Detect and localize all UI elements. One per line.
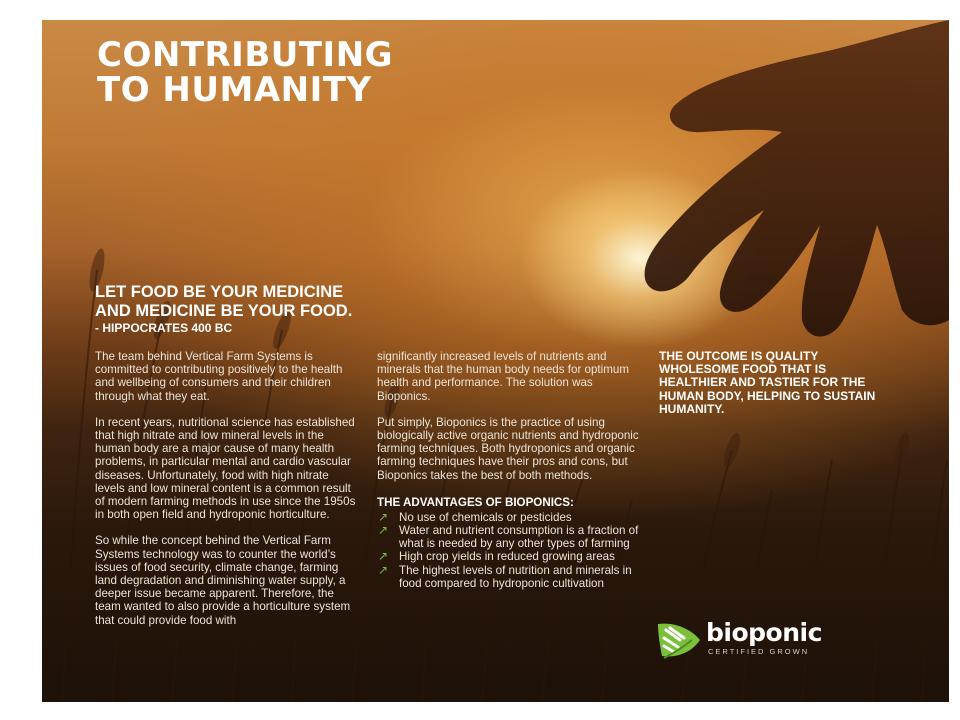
list-item (377, 550, 642, 563)
paragraph: The team behind Vertical Farm Systems is committed to contributing positively to the health and wellbeing of consumers and their children through what they eat. (95, 350, 343, 403)
quote-attribution: - HIPPOCRATES 400 BC (95, 321, 233, 335)
hippocrates-quote (95, 283, 352, 321)
bioponic-logo (656, 618, 846, 662)
paragraph: In recent years, nutritional science has established that high nitrate and low mineral levels in the human body are a major cause of many health problems, in particular mental and cardio vascular diseases. Unfortunately, food with high nitrate levels and low mineral content is a common result of modern farming methods in use since the 1950s in both open field and hydroponic horticulture. (95, 415, 356, 522)
list-item (377, 524, 642, 550)
arrow-up-right-icon: ↗ (378, 562, 389, 577)
paragraph: Put simply, Bioponics is the practice of using biologically active organic nutrients and hydroponic farming techniques. Both hydroponics and organic farming techniques have their pros and cons, but Bioponics takes the best of both methods. (377, 415, 639, 482)
list-item (377, 511, 642, 524)
advantages-list (377, 511, 642, 590)
arrow-up-right-icon: ↗ (378, 549, 389, 564)
advantage-text: The highest levels of nutrition and minerals in food compared to hydroponic cultivation (399, 563, 632, 590)
outcome-statement: THE OUTCOME IS QUALITY WHOLESOME FOOD THAT IS HEALTHIER AND TASTIER FOR THE HUMAN BODY, HELPING TO SUSTAIN HUMANITY. (659, 349, 876, 416)
left-column (95, 350, 360, 640)
arrow-up-right-icon: ↗ (378, 509, 389, 524)
advantage-text: No use of chemicals or pesticides (399, 510, 572, 524)
poster (42, 20, 949, 702)
headline-line-2: TO HUMANITY (97, 70, 372, 110)
advantage-text: High crop yields in reduced growing areas (399, 550, 615, 564)
paragraph: So while the concept behind the Vertical Farm Systems technology was to counter the world’s issues of food security, climate change, farming land degradation and diminishing water supply, a deeper issue became apparent. Therefore, the team wanted to also provide a horticulture system that could provide food with (95, 534, 351, 627)
arrow-up-right-icon: ↗ (378, 523, 389, 538)
middle-column (377, 350, 642, 590)
headline (97, 35, 394, 110)
advantages-title: THE ADVANTAGES OF BIOPONICS: (377, 495, 574, 509)
list-item (377, 564, 642, 590)
quote-line-1: LET FOOD BE YOUR MEDICINE (95, 283, 344, 301)
logo-tagline: CERTIFIED GROWN (708, 647, 810, 656)
headline-line-1: CONTRIBUTING (97, 35, 394, 75)
leaf-logo-icon (656, 620, 704, 660)
quote-line-2: AND MEDICINE BE YOUR FOOD. (95, 302, 353, 320)
advantage-text: Water and nutrient consumption is a fraction of what is needed by any other types of farming (399, 524, 639, 551)
paragraph: significantly increased levels of nutrients and minerals that the human body needs for optimum health and performance. The solution was Bioponics. (377, 350, 629, 403)
logo-wordmark: bioponic (706, 618, 822, 647)
